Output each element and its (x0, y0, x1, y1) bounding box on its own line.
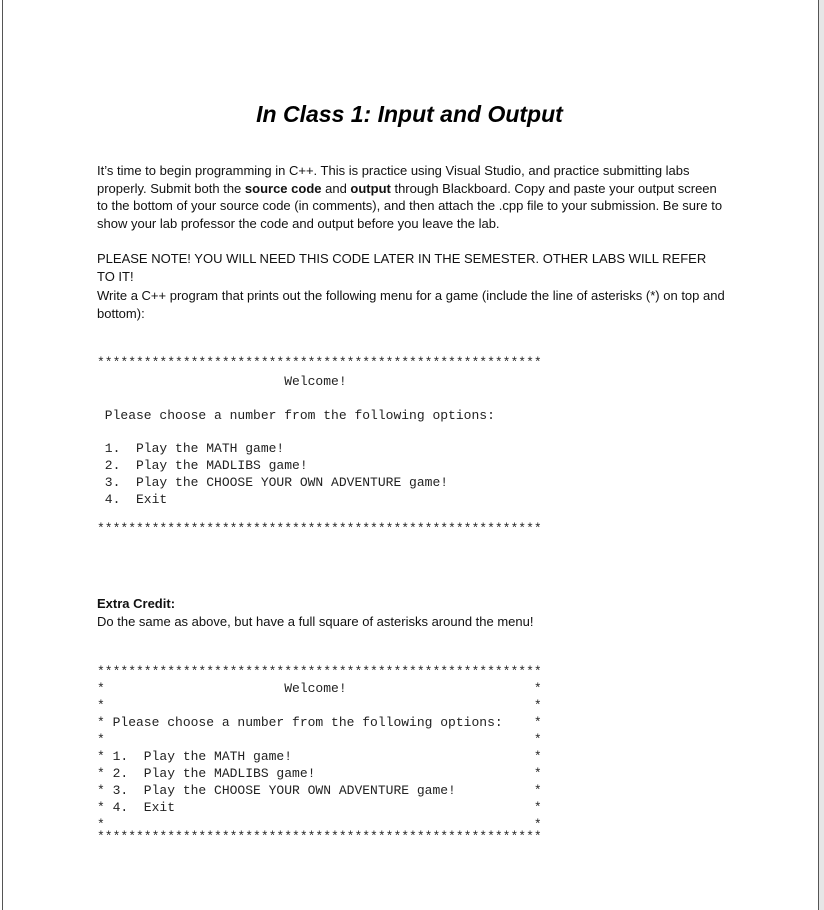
boxed-menu-bottom-asterisks: ********************************************************* (97, 829, 542, 844)
boxed-menu-top-asterisks: ********************************************************* (97, 664, 542, 679)
instruction-paragraph: Write a C++ program that prints out the following menu for a game (include the line of asterisks (*) on top and bottom): (97, 288, 725, 321)
intro-and: and (321, 180, 351, 196)
source-code-emphasis: source code (244, 180, 322, 196)
page-border-left (2, 0, 3, 910)
intro-paragraph (97, 162, 727, 232)
menu-welcome: Welcome! (97, 374, 347, 389)
intro-text-2: through Blackboard. Copy and paste your output screen to the bottom of your source code (in comments), and then attach the .cpp file to your submission. Be sure to show your lab professor the code and output before you leave the lab. (97, 180, 723, 231)
menu-bottom-asterisks: ********************************************************* (97, 521, 542, 536)
menu-top-asterisks: ********************************************************* (97, 355, 542, 370)
menu-prompt: Please choose a number from the following options: (97, 408, 495, 423)
intro-text-1: It’s time to begin programming in C++. This is practice using Visual Studio, and practice submitting labs properly. Submit both the (97, 163, 690, 196)
extra-credit-text: Do the same as above, but have a full square of asterisks around the menu! (97, 614, 534, 629)
extra-credit-heading: Extra Credit: (97, 596, 176, 611)
boxed-menu-body: * Welcome! * * * * Please choose a number from the following options: * * * * 1. Play the MATH game! * * 2. Play the MADLIBS game! * * 3. Play the CHOOSE YOUR OWN ADVENTURE game! * * 4. Exit * * * (97, 681, 542, 832)
note-paragraph: PLEASE NOTE! YOU WILL NEED THIS CODE LATER IN THE SEMESTER. OTHER LABS WILL REFER TO IT! (97, 251, 707, 284)
menu-options: 1. Play the MATH game! 2. Play the MADLIBS game! 3. Play the CHOOSE YOUR OWN ADVENTURE game! 4. Exit (104, 441, 449, 507)
document-title: In Class 1: Input and Output (256, 101, 563, 127)
page-shadow (819, 0, 824, 910)
output-emphasis: output (350, 180, 391, 196)
